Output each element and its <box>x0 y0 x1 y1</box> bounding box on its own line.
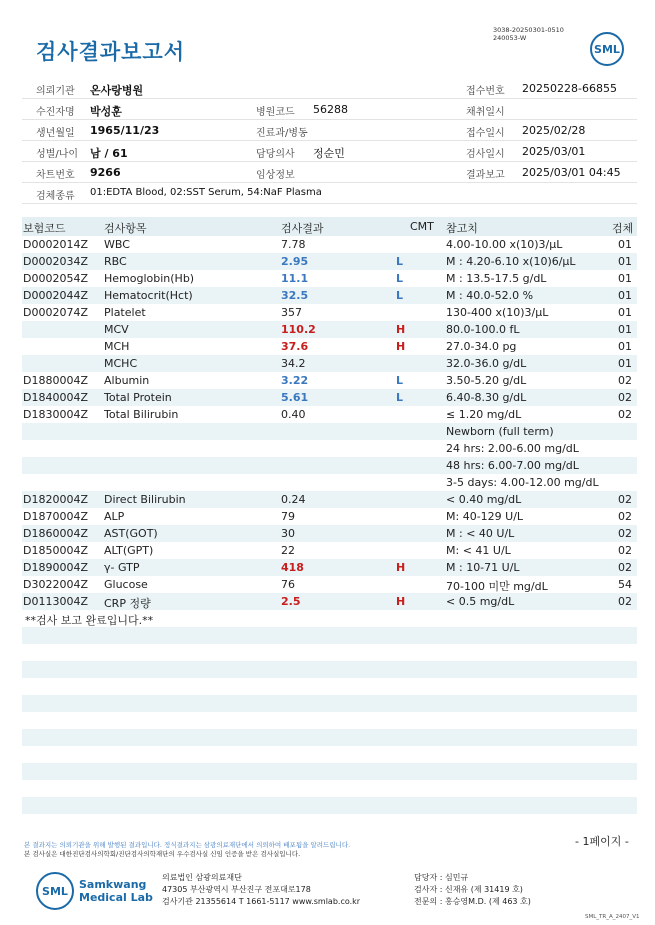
blank-row <box>22 780 637 797</box>
row-code: D1870004Z <box>23 510 88 523</box>
row-item: MCH <box>104 340 130 353</box>
row-code: D1850004Z <box>23 544 88 557</box>
disclaimer-line: 본 검사실은 대한진단검사의학회/진단검사의학재단의 우수검사실 신임 인증을 받은 검사실입니다. <box>24 850 301 858</box>
staff-line: 전문의 : 홍승영M.D. (제 463 호) <box>414 897 531 906</box>
staff-line: 검사자 : 신재유 (제 31419 호) <box>414 885 523 894</box>
row-item: Total Protein <box>104 391 172 404</box>
row-reference: 24 hrs: 2.00-6.00 mg/dL <box>446 442 579 455</box>
info-row <box>22 120 637 141</box>
sml-logo-icon: SML <box>36 872 74 910</box>
row-reference: M : 13.5-17.5 g/dL <box>446 272 547 285</box>
row-code: D1830004Z <box>23 408 88 421</box>
row-item: Glucose <box>104 578 148 591</box>
row-item: Hemoglobin(Hb) <box>104 272 195 285</box>
row-result: 0.40 <box>281 408 306 421</box>
receipt-date-label: 접수일시 <box>466 128 505 139</box>
row-reference: 3-5 days: 4.00-12.00 mg/dL <box>446 476 599 489</box>
table-row <box>22 542 637 559</box>
info-row <box>22 78 637 99</box>
table-row <box>22 389 637 406</box>
row-code: D1840004Z <box>23 391 88 404</box>
row-item: Platelet <box>104 306 146 319</box>
blank-row <box>22 797 637 814</box>
row-specimen: 02 <box>618 527 632 540</box>
row-code: D0113004Z <box>23 595 88 608</box>
info-row <box>22 99 637 120</box>
row-cmt: L <box>396 255 404 268</box>
table-row <box>22 372 637 389</box>
blank-row <box>22 729 637 746</box>
row-specimen: 01 <box>618 272 632 285</box>
table-row <box>22 406 637 423</box>
table-row <box>22 304 637 321</box>
page-number: - 1페이지 - <box>575 835 629 848</box>
row-item: MCHC <box>104 357 138 370</box>
row-result: 418 <box>281 561 304 574</box>
disclaimer <box>24 841 350 859</box>
row-item: ALP <box>104 510 125 523</box>
header-cmt: CMT <box>410 220 434 233</box>
chart-label: 차트번호 <box>36 170 75 181</box>
sml-logo: SML <box>590 32 624 66</box>
table-row <box>22 253 637 270</box>
blank-row <box>22 678 637 695</box>
row-result: 2.5 <box>281 595 301 608</box>
row-result: 30 <box>281 527 295 540</box>
row-result: 76 <box>281 578 295 591</box>
table-row <box>22 559 637 576</box>
row-code: D0002074Z <box>23 306 88 319</box>
row-reference: 6.40-8.30 g/dL <box>446 391 527 404</box>
footer-logo <box>36 872 153 910</box>
specimen-label: 검체종류 <box>36 191 75 202</box>
row-reference: M : 40.0-52.0 % <box>446 289 534 302</box>
info-row <box>22 183 637 204</box>
row-reference: Newborn (full term) <box>446 425 554 438</box>
row-result: 110.2 <box>281 323 316 336</box>
institution-value: 온사랑병원 <box>90 84 144 97</box>
row-specimen: 02 <box>618 493 632 506</box>
row-specimen: 01 <box>618 306 632 319</box>
row-code: D0002014Z <box>23 238 88 251</box>
row-reference: 4.00-10.00 x(10)3/μL <box>446 238 563 251</box>
row-reference: M : < 40 U/L <box>446 527 515 540</box>
table-row <box>22 491 637 508</box>
table-row <box>22 287 637 304</box>
row-result: 34.2 <box>281 357 306 370</box>
dob-label: 생년월일 <box>36 128 75 139</box>
row-reference: < 0.40 mg/dL <box>446 493 522 506</box>
footer-address <box>162 872 360 908</box>
row-specimen: 54 <box>618 578 632 591</box>
row-item: Albumin <box>104 374 150 387</box>
row-item: Hematocrit(Hct) <box>104 289 193 302</box>
blank-row <box>22 661 637 678</box>
table-row <box>22 321 637 338</box>
row-reference: M : 4.20-6.10 x(10)6/μL <box>446 255 576 268</box>
row-cmt: L <box>396 272 404 285</box>
end-note-row <box>22 610 637 627</box>
blank-row <box>22 695 637 712</box>
row-specimen: 01 <box>618 357 632 370</box>
row-result: 0.24 <box>281 493 306 506</box>
row-result: 3.22 <box>281 374 309 387</box>
hospital-code-label: 병원코드 <box>256 107 295 118</box>
row-specimen: 01 <box>618 323 632 336</box>
blank-row <box>22 644 637 661</box>
row-specimen: 02 <box>618 408 632 421</box>
patient-info <box>22 78 637 204</box>
address: 47305 부산광역시 부산진구 전포대로178 <box>162 885 311 894</box>
receipt-date-value: 2025/02/28 <box>522 124 586 137</box>
row-specimen: 01 <box>618 289 632 302</box>
dob-value: 1965/11/23 <box>90 124 160 137</box>
row-specimen: 02 <box>618 561 632 574</box>
row-specimen: 02 <box>618 374 632 387</box>
row-result: 357 <box>281 306 302 319</box>
blank-rows <box>22 627 637 831</box>
table-row <box>22 457 637 474</box>
specimen-value: 01:EDTA Blood, 02:SST Serum, 54:NaF Plasma <box>90 187 322 198</box>
row-code: D1860004Z <box>23 527 88 540</box>
blank-row <box>22 814 637 831</box>
header-result: 검사결과 <box>281 222 324 235</box>
row-code: D1880004Z <box>23 374 88 387</box>
blank-row <box>22 763 637 780</box>
row-item: ALT(GPT) <box>104 544 154 557</box>
row-result: 5.61 <box>281 391 309 404</box>
form-code: SML_TR_A_2407_V1 <box>585 914 640 920</box>
doctor-label: 담당의사 <box>256 149 295 160</box>
row-item: Direct Bilirubin <box>104 493 186 506</box>
test-date-label: 검사일시 <box>466 149 505 160</box>
row-code: D1820004Z <box>23 493 88 506</box>
chart-value: 9266 <box>90 166 121 179</box>
receipt-no-value: 20250228-66855 <box>522 82 617 95</box>
sex-age-value: 남 / 61 <box>90 147 128 160</box>
report-value: 2025/03/01 04:45 <box>522 166 621 179</box>
blank-row <box>22 712 637 729</box>
row-specimen: 02 <box>618 391 632 404</box>
table-row <box>22 576 637 593</box>
row-reference: 130-400 x(10)3/μL <box>446 306 549 319</box>
row-specimen: 01 <box>618 340 632 353</box>
table-row <box>22 355 637 372</box>
org-name: 의료법인 삼광의료재단 <box>162 873 242 882</box>
row-specimen: 01 <box>618 255 632 268</box>
results-table <box>22 217 637 627</box>
row-item: AST(GOT) <box>104 527 158 540</box>
row-code: D0002054Z <box>23 272 88 285</box>
row-cmt: L <box>396 289 404 302</box>
row-specimen: 01 <box>618 238 632 251</box>
table-row <box>22 423 637 440</box>
report-title: 검사결과보고서 <box>36 40 186 64</box>
row-item: CRP 정량 <box>104 597 151 610</box>
lab-name: Samkwang Medical Lab <box>79 878 153 904</box>
row-code: D1890004Z <box>23 561 88 574</box>
row-cmt: H <box>396 323 406 336</box>
end-note: **검사 보고 완료입니다.** <box>25 614 154 627</box>
table-row <box>22 440 637 457</box>
row-reference: 48 hrs: 6.00-7.00 mg/dL <box>446 459 579 472</box>
row-specimen: 02 <box>618 595 632 608</box>
row-item: Total Bilirubin <box>104 408 179 421</box>
clinical-label: 임상정보 <box>256 170 295 181</box>
patient-value: 박성훈 <box>90 105 122 118</box>
collection-label: 채취일시 <box>466 107 505 118</box>
row-result: 32.5 <box>281 289 309 302</box>
row-cmt: L <box>396 374 404 387</box>
row-reference: < 0.5 mg/dL <box>446 595 515 608</box>
row-code: D0002044Z <box>23 289 88 302</box>
table-body <box>22 236 637 610</box>
row-result: 37.6 <box>281 340 309 353</box>
row-item: MCV <box>104 323 129 336</box>
header-code: 보험코드 <box>23 222 66 235</box>
contact: 검사기관 21355614 T 1661-5117 www.smlab.co.kr <box>162 897 361 906</box>
patient-label: 수진자명 <box>36 107 75 118</box>
report-label: 결과보고 <box>466 170 505 181</box>
table-row <box>22 270 637 287</box>
row-reference: M : 10-71 U/L <box>446 561 520 574</box>
row-item: WBC <box>104 238 130 251</box>
row-reference: ≤ 1.20 mg/dL <box>446 408 522 421</box>
row-result: 7.78 <box>281 238 306 251</box>
document-code: 3038-20250301-0510 240053-W <box>493 26 564 42</box>
row-code: D3022004Z <box>23 578 88 591</box>
blank-row <box>22 627 637 644</box>
receipt-no-label: 접수번호 <box>466 86 505 97</box>
row-reference: 80.0-100.0 fL <box>446 323 520 336</box>
doctor-value: 정순민 <box>313 147 345 160</box>
row-cmt: H <box>396 595 406 608</box>
row-cmt: H <box>396 561 406 574</box>
table-row <box>22 338 637 355</box>
info-row <box>22 162 637 183</box>
table-row <box>22 474 637 491</box>
dept-label: 진료과/병동 <box>256 128 308 139</box>
row-specimen: 02 <box>618 510 632 523</box>
row-cmt: L <box>396 391 404 404</box>
row-reference: 32.0-36.0 g/dL <box>446 357 527 370</box>
row-item: RBC <box>104 255 127 268</box>
blank-row <box>22 746 637 763</box>
table-header <box>22 217 637 236</box>
header-item: 검사항목 <box>104 222 147 235</box>
row-specimen: 02 <box>618 544 632 557</box>
footer-staff <box>414 872 531 908</box>
row-reference: M: 40-129 U/L <box>446 510 524 523</box>
row-item: γ- GTP <box>104 561 140 574</box>
table-row <box>22 593 637 610</box>
row-reference: 27.0-34.0 pg <box>446 340 517 353</box>
row-reference: 70-100 미만 mg/dL <box>446 580 548 593</box>
row-result: 11.1 <box>281 272 309 285</box>
row-result: 22 <box>281 544 295 557</box>
header-specimen: 검체 <box>612 222 634 235</box>
row-result: 2.95 <box>281 255 309 268</box>
test-date-value: 2025/03/01 <box>522 145 586 158</box>
table-row <box>22 508 637 525</box>
info-row <box>22 141 637 162</box>
row-cmt: H <box>396 340 406 353</box>
sex-age-label: 성별/나이 <box>36 149 79 160</box>
table-row <box>22 236 637 253</box>
row-code: D0002034Z <box>23 255 88 268</box>
row-reference: 3.50-5.20 g/dL <box>446 374 527 387</box>
row-reference: M: < 41 U/L <box>446 544 511 557</box>
table-row <box>22 525 637 542</box>
header-ref: 참고치 <box>446 222 478 235</box>
staff-line: 담당자 : 심민규 <box>414 873 469 882</box>
disclaimer-line: 본 결과지는 의뢰기관을 위해 발행된 결과입니다. 정식결과지는 삼광의료재단에서 의뢰하여 배포됨을 알려드립니다. <box>24 841 351 849</box>
row-result: 79 <box>281 510 295 523</box>
hospital-code-value: 56288 <box>313 103 348 116</box>
institution-label: 의뢰기관 <box>36 86 75 97</box>
